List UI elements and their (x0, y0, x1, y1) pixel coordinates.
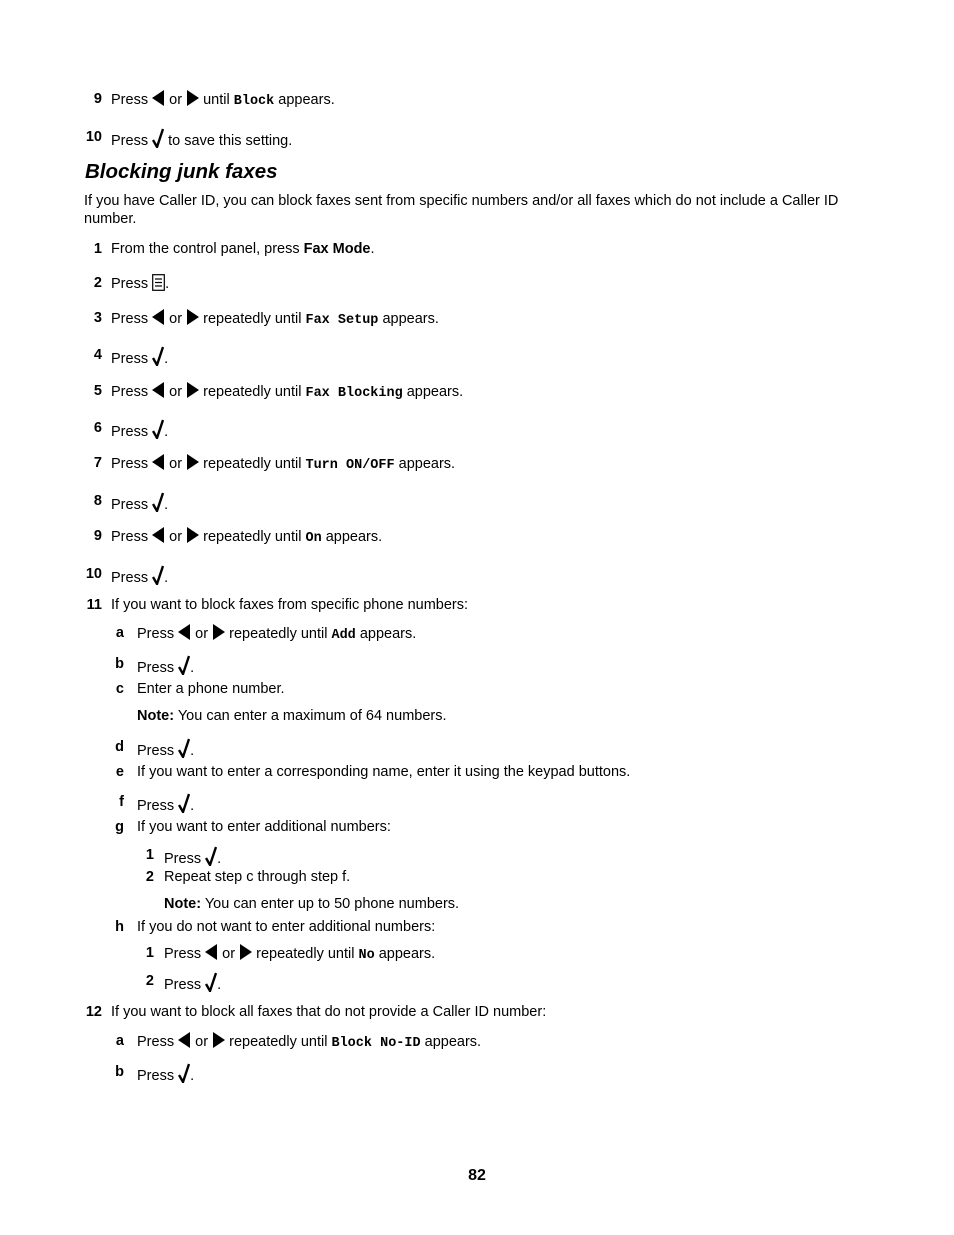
substep-number: 1 (145, 847, 154, 863)
left-arrow-icon (152, 527, 165, 543)
menu-code: Turn ON/OFF (305, 458, 395, 473)
checkmark-icon (178, 793, 190, 813)
substep-number: 2 (145, 973, 154, 989)
step-number: 10 (85, 129, 102, 145)
menu-code: Add (331, 628, 356, 643)
left-arrow-icon (178, 1032, 191, 1048)
menu-code: No (358, 948, 375, 963)
checkmark-icon (152, 419, 164, 439)
intro-paragraph: If you have Caller ID, you can block faxes sent from specific numbers and/or all faxes which do not include a Caller ID number. (84, 193, 839, 227)
substep-letter: d (115, 739, 124, 755)
step-number: 1 (93, 241, 102, 257)
menu-code: On (305, 531, 322, 546)
menu-code: Block (233, 94, 275, 109)
substep-letter: g (115, 819, 124, 835)
note-label: Note: (137, 708, 175, 724)
right-arrow-icon (186, 382, 199, 398)
substep-letter: c (115, 681, 124, 697)
step-number: 5 (93, 383, 102, 399)
menu-code: Fax Blocking (305, 386, 403, 401)
checkmark-icon (205, 972, 217, 992)
left-arrow-icon (178, 624, 191, 640)
substep-number: 2 (145, 869, 154, 885)
left-arrow-icon (152, 454, 165, 470)
substep-letter: f (119, 794, 124, 810)
note-label: Note: (164, 896, 202, 912)
substep-letter: b (115, 1064, 124, 1080)
checkmark-icon (152, 128, 164, 148)
left-arrow-icon (152, 90, 165, 106)
checkmark-icon (152, 492, 164, 512)
substep-number: 1 (145, 945, 154, 961)
substep-letter: h (115, 919, 124, 935)
step-number: 12 (85, 1004, 102, 1020)
note-max-64: Note: You can enter a maximum of 64 numbers. (137, 708, 447, 724)
substep-letter: a (115, 625, 124, 641)
checkmark-icon (178, 738, 190, 758)
step-number: 2 (93, 275, 102, 291)
section-heading: Blocking junk faxes (85, 160, 278, 183)
right-arrow-icon (186, 90, 199, 106)
step-number: 8 (93, 493, 102, 509)
checkmark-icon (205, 846, 217, 866)
right-arrow-icon (212, 624, 225, 640)
right-arrow-icon (212, 1032, 225, 1048)
step-number: 3 (93, 310, 102, 326)
step-number: 7 (93, 455, 102, 471)
right-arrow-icon (186, 527, 199, 543)
step-number: 11 (86, 597, 102, 613)
checkmark-icon (152, 346, 164, 366)
note-up-to-50: Note: You can enter up to 50 phone numbers. (164, 896, 460, 912)
left-arrow-icon (152, 382, 165, 398)
right-arrow-icon (186, 309, 199, 325)
menu-code: Fax Setup (305, 313, 379, 328)
checkmark-icon (178, 655, 190, 675)
right-arrow-icon (239, 944, 252, 960)
page-number: 82 (468, 1167, 486, 1184)
substep-letter: e (115, 764, 124, 780)
checkmark-icon (152, 565, 164, 585)
substep-letter: b (115, 656, 124, 672)
left-arrow-icon (205, 944, 218, 960)
right-arrow-icon (186, 454, 199, 470)
menu-code: Block No-ID (331, 1036, 421, 1051)
substep-letter: a (115, 1033, 124, 1049)
step-number: 10 (85, 566, 102, 582)
step-number: 9 (93, 91, 102, 107)
checkmark-icon (178, 1063, 190, 1083)
menu-icon (152, 274, 165, 291)
left-arrow-icon (152, 309, 165, 325)
button-name: Fax Mode (303, 241, 371, 257)
step-number: 4 (93, 347, 102, 363)
step-number: 6 (93, 420, 102, 436)
step-number: 9 (93, 528, 102, 544)
